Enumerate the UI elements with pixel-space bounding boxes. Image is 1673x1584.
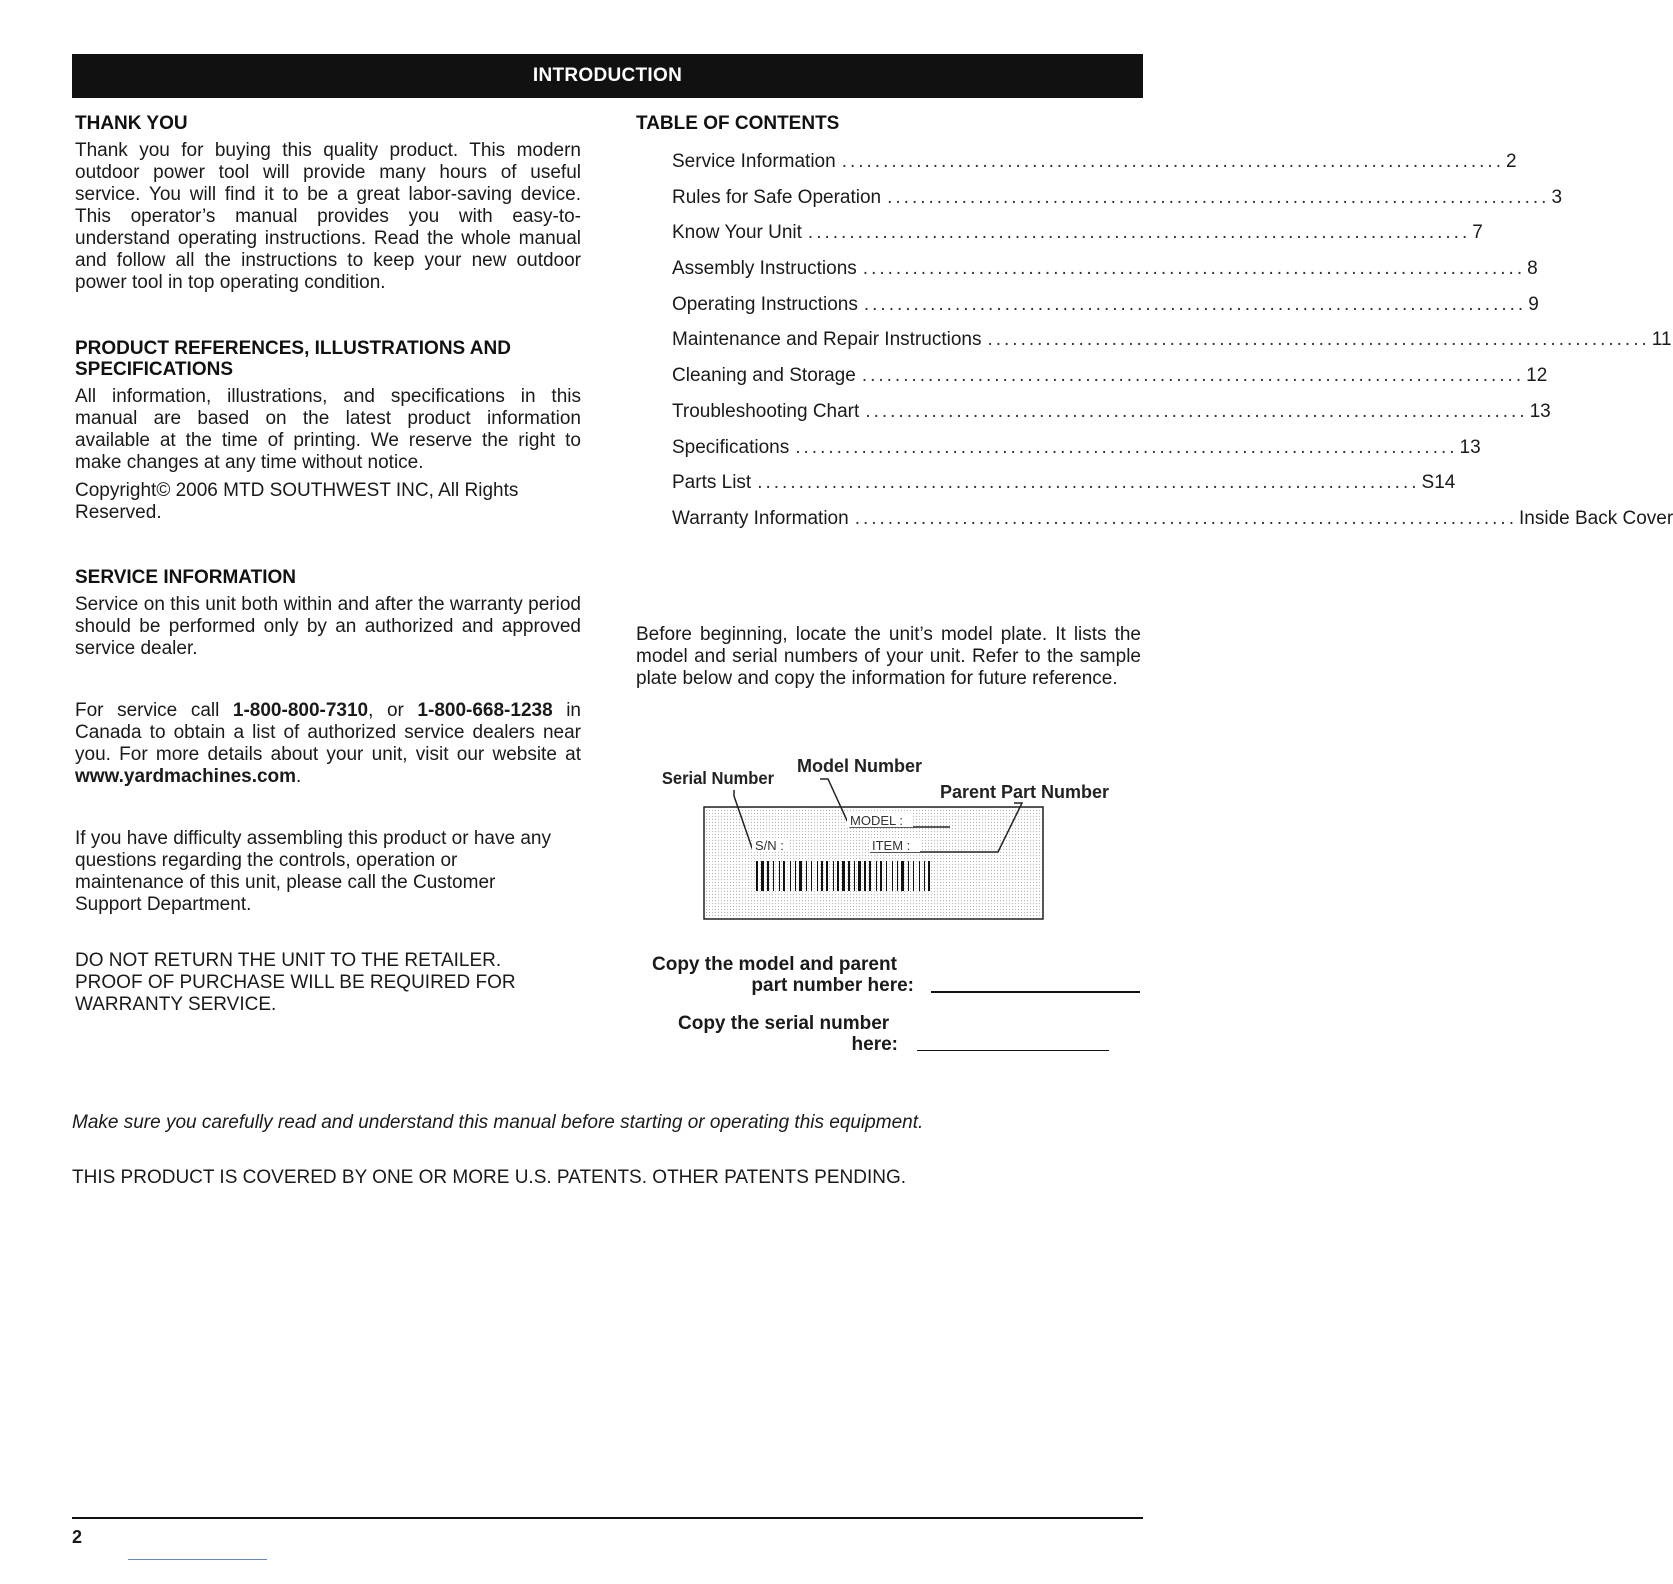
page-number: 2 [72,1527,83,1547]
toc-entry-label: Parts List [672,472,752,494]
copy-serial-block [640,1013,898,1055]
product-references-body: All information, illustrations, and specifications in this manual are based on the latest product information available at the time of printing. We reserve the right to make changes at any time without notice. [75,386,581,473]
toc-leader-dots: ................................................................................ [807,222,1471,244]
barcode-bar [826,861,828,891]
service-phone-us: 1-800-800-7310 [232,700,369,721]
website-suffix: . [296,766,302,787]
right-column-header [636,113,1141,135]
toc-entry[interactable] [672,436,1481,473]
barcode-bar [833,861,834,891]
barcode-bar [806,861,807,891]
model-field-label: MODEL : [850,813,903,828]
toc-entry-page: Inside Back Cover [1519,507,1673,529]
barcode-bar [773,861,774,891]
toc-leader-dots: ................................................................................ [887,186,1550,208]
barcode-bar [880,861,882,891]
barcode-bar [821,861,823,891]
product-references-heading: PRODUCT REFERENCES, ILLUSTRATIONS AND SPECIFICATIONS [75,338,511,380]
toc-leader-dots: ................................................................................ [854,507,1517,529]
barcode-bar [869,861,871,891]
thank-you-body: Thank you for buying this quality product. This modern outdoor power tool will provide many hours of useful service. You will find it to be a great labor-saving device. This operator’s manual provides you with easy-to-understand operating instructions. Read the whole manual and follow all the instructions to keep your new outdoor power tool in top operating condition. [75,140,581,293]
barcode-bar [913,861,914,891]
copy-serial-line-1: Copy the serial number [678,1013,890,1034]
serial-number-callout: Serial Number [661,767,775,789]
toc-entry-label: Warranty Information [672,507,849,529]
barcode-bar [761,861,764,891]
copy-fields [640,954,1140,1055]
toc-entry-label: Assembly Instructions [672,258,857,280]
toc-leader-dots: ................................................................................ [795,436,1458,458]
service-call-suffix: in Canada to obtain a list of authorized service dealers near you. For more details about your unit, visit our website at [75,700,581,765]
retailer-warning [75,950,581,1016]
barcode-bar [767,861,769,891]
toc-entry[interactable] [672,365,1548,401]
toc-entry-page: 9 [1528,293,1539,315]
left-column [75,113,581,1016]
toc-leader-dots: ................................................................................ [841,151,1504,172]
barcode-bar [837,861,839,891]
section-banner: INTRODUCTION [72,54,1143,98]
toc-entry-page: 13 [1459,436,1481,458]
toc-entry-page: 12 [1526,365,1548,387]
read-manual-note: Make sure you carefully read and understand this manual before starting or operating this equipment. [72,1112,924,1133]
toc-leader-dots: ................................................................................ [757,472,1420,494]
toc-leader-dots: ................................................................................ [987,329,1650,351]
barcode-bar [897,861,898,891]
service-information-body: Service on this unit both within and after the warranty period should be performed only by an authorized and approved service dealer. [75,594,581,659]
barcode-bar [799,861,802,891]
model-plate-svg [660,752,1110,924]
toc-entry-label: Specifications [672,436,790,458]
toc-entry-label: Cleaning and Storage [672,365,856,387]
barcode-bar [790,861,791,891]
copyright-note: Copyright© 2006 MTD SOUTHWEST INC, All Rights Reserved. [75,480,519,523]
item-field-label: ITEM : [872,838,911,853]
barcode-bar [756,861,758,891]
toc-leader-dots: ................................................................................ [865,400,1528,422]
retailer-warning-line-1: DO NOT RETURN THE UNIT TO THE RETAILER. [75,950,502,971]
barcode-bar [864,861,866,891]
toc-entry-page: 11 [1651,329,1672,351]
model-plate-intro: Before beginning, locate the unit’s model plate. It lists the model and serial numbers of your unit. Refer to the sample plate below and copy the information for future reference. [636,624,1141,689]
barcode-bar [854,861,855,891]
barcode-bar [876,861,877,891]
copy-model-line-1: Copy the model and parent [652,954,897,975]
toc-heading: TABLE OF CONTENTS [636,113,840,134]
toc-entry-label: Rules for Safe Operation [672,186,882,208]
model-plate-illustration [660,752,1110,924]
service-call-prefix: For service call [75,700,233,721]
retailer-warning-line-2: PROOF OF PURCHASE WILL BE REQUIRED FOR [75,972,516,993]
copy-model-line-2: part number here: [751,975,914,996]
service-phone-canada: 1-800-668-1238 [417,700,553,721]
toc-entry-page: 2 [1506,151,1517,172]
barcode-bar [928,861,930,891]
patent-note: THIS PRODUCT IS COVERED BY ONE OR MORE U.S. PATENTS. OTHER PATENTS PENDING. [72,1167,906,1188]
retailer-warning-line-3: WARRANTY SERVICE. [75,994,277,1015]
barcode-bar [842,861,845,891]
barcode-bar [817,861,818,891]
model-number-callout: Model Number [797,756,923,776]
toc-entry-label: Service Information [672,151,836,172]
barcode-bar [848,861,850,891]
copy-serial-line-2: here: [851,1034,898,1055]
sn-field-label: S/N : [755,838,784,853]
toc-entry-label: Troubleshooting Chart [672,400,860,422]
toc-entry[interactable] [672,293,1539,330]
toc-entry[interactable] [672,329,1672,365]
barcode-bar [924,861,925,891]
toc-entry-page: 7 [1472,222,1483,244]
barcode-bar [901,861,904,891]
service-call-mid: , or [368,700,418,721]
toc-entry-label: Know Your Unit [672,222,802,244]
toc-entry-label: Operating Instructions [672,293,858,315]
toc-leader-dots: ................................................................................ [862,258,1526,280]
barcode-bar [783,861,785,891]
barcode-bar [892,861,893,891]
toc-entry[interactable] [672,222,1483,258]
toc-entry-page: 3 [1551,186,1563,208]
toc-entry[interactable] [672,507,1673,544]
website-link[interactable]: www.yardmachines.com [75,766,297,787]
toc-entry[interactable] [672,186,1563,223]
parent-part-number-callout: Parent Part Number [940,782,1110,802]
service-call-paragraph [75,700,581,788]
barcode-bar [795,861,796,891]
serial-entry-line[interactable] [917,1050,1109,1051]
barcode-bar [779,861,780,891]
toc-entry[interactable] [672,400,1551,437]
table-of-contents [672,151,1673,544]
toc-entry[interactable] [672,151,1517,187]
toc-entry-label: Maintenance and Repair Instructions [672,329,982,351]
toc-entry-page: 13 [1529,400,1551,422]
footer-rule [72,1517,1143,1519]
thank-you-heading: THANK YOU [75,113,188,134]
barcode-bar [908,861,909,891]
toc-entry[interactable] [672,258,1538,294]
barcode-bar [811,861,812,891]
toc-entry[interactable] [672,472,1456,508]
toc-leader-dots: ................................................................................ [863,293,1527,315]
barcode-bar [919,861,920,891]
toc-leader-dots: ................................................................................ [861,365,1525,387]
barcode-bar [886,861,887,891]
support-paragraph: If you have difficulty assembling this product or have any questions regarding the controls, operation or maintenance of this unit, please call the Customer Support Department. [75,828,551,915]
scan-artifact-line [128,1559,267,1560]
service-information-heading: SERVICE INFORMATION [75,567,296,588]
model-entry-line[interactable] [931,991,1140,993]
copy-model-block [640,954,914,996]
barcode-bar [858,861,861,891]
toc-entry-page: S14 [1421,472,1456,494]
toc-entry-page: 8 [1527,258,1538,280]
